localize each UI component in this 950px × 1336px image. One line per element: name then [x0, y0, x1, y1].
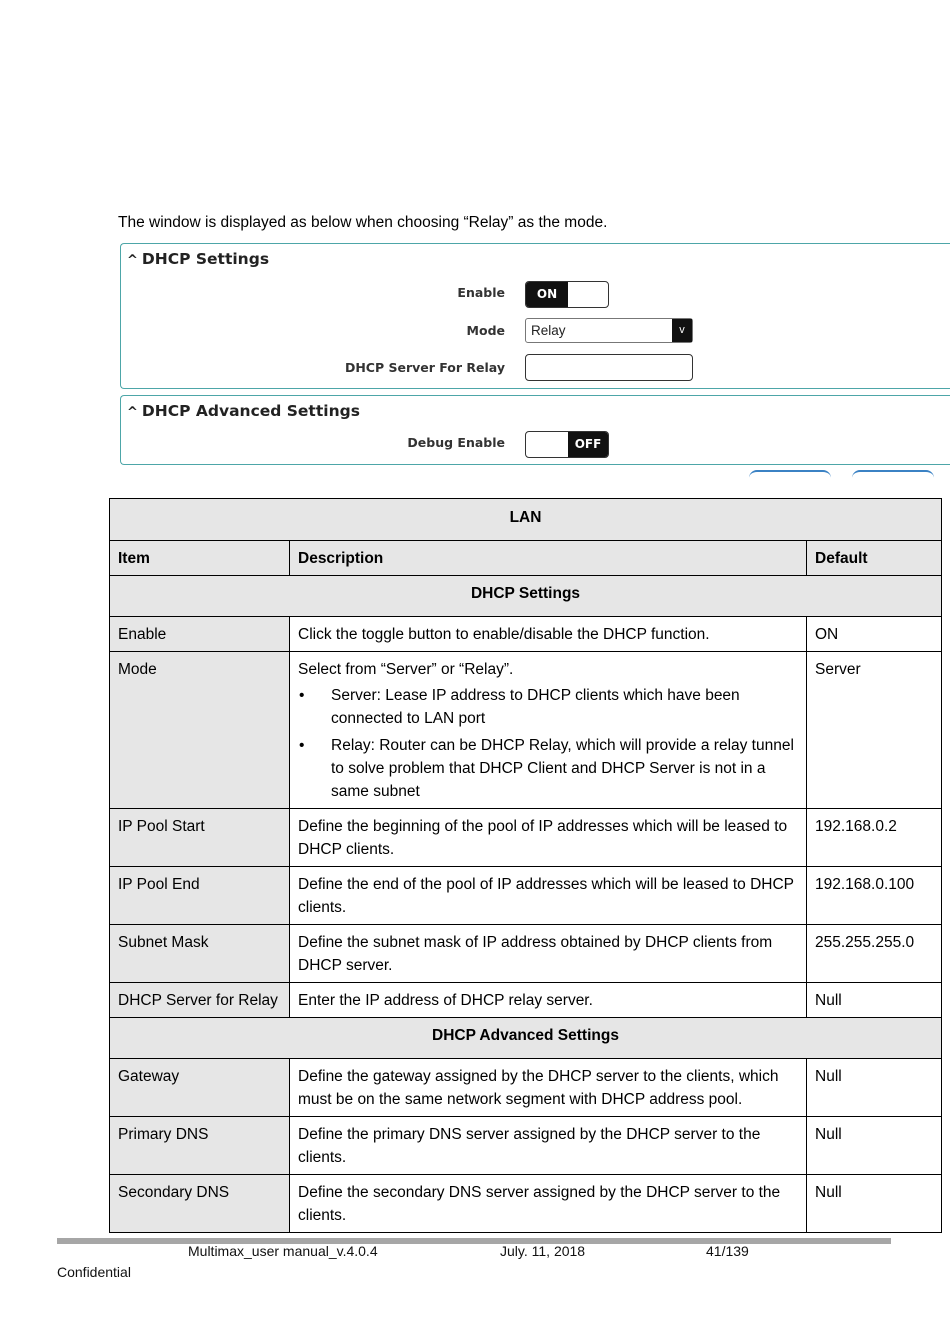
table-row	[110, 983, 942, 1018]
section-header-dhcp-advanced: DHCP Advanced Settings	[110, 1018, 942, 1059]
chevron-up-icon: ^	[127, 405, 138, 420]
row-item: Subnet Mask	[110, 925, 290, 983]
col-header-description: Description	[290, 541, 807, 576]
mode-select[interactable]	[525, 318, 693, 343]
cancel-button-edge[interactable]	[852, 470, 934, 478]
table-row	[110, 1175, 942, 1233]
row-description: Define the end of the pool of IP addresses which will be leased to DHCP clients.	[290, 867, 807, 925]
footer-confidential: Confidential	[57, 1264, 131, 1280]
list-item: • Server: Lease IP address to DHCP clients which have been connected to LAN port	[331, 684, 798, 730]
row-item: IP Pool End	[110, 867, 290, 925]
mode-bullet-list	[298, 684, 798, 803]
dhcp-settings-title: DHCP Settings	[141, 250, 270, 268]
list-item: • Relay: Router can be DHCP Relay, which will provide a relay tunnel to solve problem that DHCP Client and DHCP Server is not in a same subnet	[331, 734, 798, 803]
row-default: Server	[807, 652, 942, 809]
relay-server-label: DHCP Server For Relay	[344, 360, 505, 375]
table-row	[110, 925, 942, 983]
dhcp-advanced-panel	[120, 395, 950, 465]
row-item: Gateway	[110, 1059, 290, 1117]
row-description: Define the gateway assigned by the DHCP server to the clients, which must be on the same network segment with DHCP address pool.	[290, 1059, 807, 1117]
row-description-cell	[290, 652, 807, 809]
debug-enable-toggle[interactable]	[525, 431, 609, 458]
chevron-up-icon: ^	[127, 253, 138, 268]
row-description: Click the toggle button to enable/disable the DHCP function.	[290, 617, 807, 652]
row-default: ON	[807, 617, 942, 652]
chevron-down-icon: v	[672, 319, 692, 342]
section-header-dhcp-settings: DHCP Settings	[110, 576, 942, 617]
row-default: 192.168.0.2	[807, 809, 942, 867]
row-item: Mode	[110, 652, 290, 809]
footer-divider	[57, 1238, 891, 1244]
lan-table	[109, 498, 942, 1233]
dhcp-settings-panel	[120, 243, 950, 389]
table-title: LAN	[110, 499, 942, 541]
enable-toggle[interactable]	[525, 281, 609, 308]
footer-date: July. 11, 2018	[500, 1243, 586, 1259]
row-description: Define the subnet mask of IP address obtained by DHCP clients from DHCP server.	[290, 925, 807, 983]
relay-server-input[interactable]	[525, 354, 693, 381]
row-default: 255.255.255.0	[807, 925, 942, 983]
row-description: Define the primary DNS server assigned by the DHCP server to the clients.	[290, 1117, 807, 1175]
row-item: DHCP Server for Relay	[110, 983, 290, 1018]
col-header-item: Item	[110, 541, 290, 576]
save-button-edge[interactable]	[749, 470, 831, 478]
row-description: Enter the IP address of DHCP relay server.	[290, 983, 807, 1018]
table-row	[110, 617, 942, 652]
enable-label: Enable	[457, 285, 505, 300]
row-default: Null	[807, 1117, 942, 1175]
col-header-default: Default	[807, 541, 942, 576]
table-row	[110, 809, 942, 867]
table-row	[110, 867, 942, 925]
debug-enable-label: Debug Enable	[407, 435, 505, 450]
footer-page-number: 41/139	[706, 1243, 749, 1259]
mode-label: Mode	[466, 323, 505, 338]
dhcp-advanced-title: DHCP Advanced Settings	[141, 402, 360, 420]
row-default: Null	[807, 1175, 942, 1233]
table-header-row	[110, 541, 942, 576]
enable-toggle-state: ON	[526, 282, 568, 307]
dhcp-advanced-header[interactable]	[127, 402, 360, 420]
row-default: 192.168.0.100	[807, 867, 942, 925]
table-row	[110, 652, 942, 809]
row-item: Secondary DNS	[110, 1175, 290, 1233]
row-item: IP Pool Start	[110, 809, 290, 867]
debug-toggle-state: OFF	[568, 432, 608, 457]
row-default: Null	[807, 983, 942, 1018]
row-description: Define the beginning of the pool of IP addresses which will be leased to DHCP clients.	[290, 809, 807, 867]
intro-text: The window is displayed as below when choosing “Relay” as the mode.	[118, 214, 608, 231]
row-description: Define the secondary DNS server assigned by the DHCP server to the clients.	[290, 1175, 807, 1233]
table-row	[110, 1059, 942, 1117]
row-description: Select from “Server” or “Relay”.	[298, 661, 514, 678]
row-item: Enable	[110, 617, 290, 652]
row-default: Null	[807, 1059, 942, 1117]
dhcp-settings-header[interactable]	[127, 250, 269, 268]
table-row	[110, 1117, 942, 1175]
footer-doc-name: Multimax_user manual_v.4.0.4	[188, 1243, 378, 1259]
row-item: Primary DNS	[110, 1117, 290, 1175]
mode-select-value: Relay	[531, 323, 566, 338]
